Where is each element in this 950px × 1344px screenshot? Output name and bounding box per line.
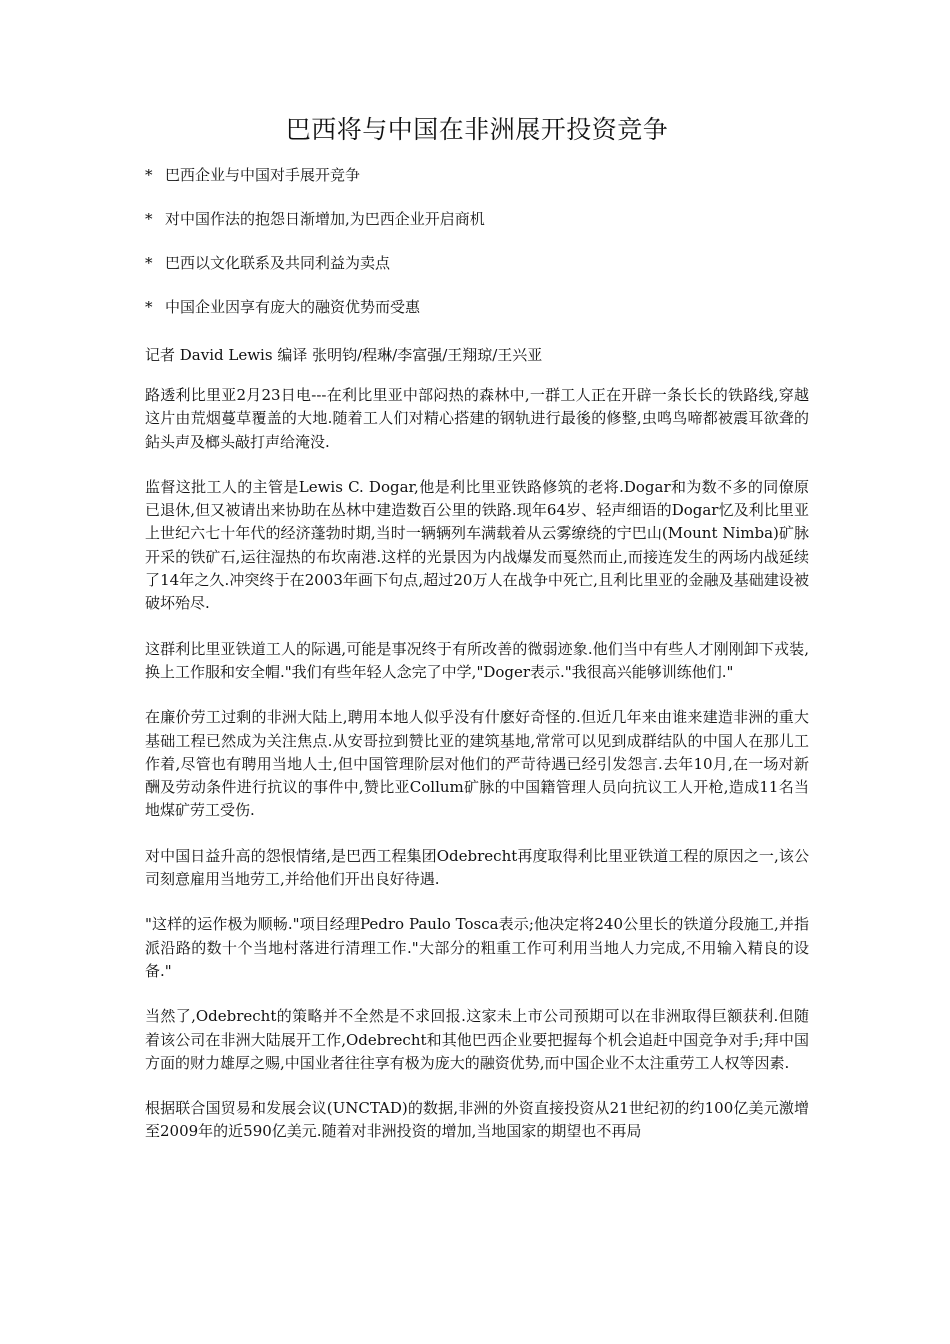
bullet-marker: * — [145, 298, 153, 316]
bullet-text: 对中国作法的抱怨日渐增加,为巴西企业开启商机 — [165, 210, 485, 228]
article-title: 巴西将与中国在非洲展开投资竞争 — [285, 115, 669, 144]
summary-bullet — [145, 250, 809, 276]
summary-bullets — [145, 162, 809, 338]
bullet-marker: * — [145, 210, 153, 228]
bullet-marker: * — [145, 166, 153, 184]
body-paragraph: 监督这批工人的主管是Lewis C. Dogar,他是利比里亚铁路修筑的老将.Dogar和为数不多的同僚原已退休,但又被请出来协助在丛林中建造数百公里的铁路.现年64岁、轻声细语的Dogar忆及利比里亚上世纪六七十年代的经济蓬勃时期,当时一辆辆列车满载着从云雾缭绕的宁巴山(Mount Nimba)矿脉开采的铁矿石,运往湿热的布坎南港.这样的光景因为内战爆发而戛然而止,而接连发生的两场内战延续了14年之久.冲突终于在2003年画下句点,超过20万人在战争中死亡,且利比里亚的金融及基础建设被破坏殆尽. — [145, 477, 809, 613]
body-paragraph: 这群利比里亚铁道工人的际遇,可能是事况终于有所改善的微弱迹象.他们当中有些人才刚刚卸下戎装,换上工作服和安全帽."我们有些年轻人念完了中学,"Doger表示."我很高兴能够训练他们." — [145, 639, 809, 681]
body-paragraph: "这样的运作极为顺畅."项目经理Pedro Paulo Tosca表示;他决定将240公里长的铁道分段施工,并指派沿路的数十个当地村落进行清理工作."大部分的粗重工作可利用当地人力完成,不用输入精良的设备." — [145, 915, 809, 980]
summary-bullet — [145, 206, 809, 232]
body-paragraph: 根据联合国贸易和发展会议(UNCTAD)的数据,非洲的外资直接投资从21世纪初的约100亿美元激增至2009年的近590亿美元.随着对非洲投资的增加,当地国家的期望也不再局 — [145, 1099, 809, 1141]
body-paragraph: 路透利比里亚2月23日电---在利比里亚中部闷热的森林中,一群工人正在开辟一条长长的铁路线,穿越这片由荒烟蔓草覆盖的大地.随着工人们对精心搭建的钢轨进行最後的修整,虫鸣鸟啼都被震耳欲聋的鉆头声及榔头敲打声给淹没. — [145, 386, 809, 451]
article-body — [145, 384, 809, 1166]
bullet-text: 巴西以文化联系及共同利益为卖点 — [165, 254, 391, 272]
bullet-text: 中国企业因享有庞大的融资优势而受惠 — [165, 298, 421, 316]
body-paragraph: 当然了,Odebrecht的策略并不全然是不求回报.这家未上市公司预期可以在非洲取得巨额获利.但随着该公司在非洲大陆展开工作,Odebrecht和其他巴西企业要把握每个机会追赶中国竞争对手;拜中国方面的财力雄厚之赐,中国业者往往享有极为庞大的融资优势,而中国企业不太注重劳工人权等因素. — [145, 1007, 809, 1072]
body-paragraph: 对中国日益升高的怨恨情绪,是巴西工程集团Odebrecht再度取得利比里亚铁道工程的原因之一,该公司刻意雇用当地劳工,并给他们开出良好待遇. — [145, 846, 809, 889]
body-paragraph: 在廉价劳工过剩的非洲大陆上,聘用本地人似乎没有什麽好奇怪的.但近几年来由谁来建造非洲的重大基础工程已然成为关注焦点.从安哥拉到赞比亚的建筑基地,常常可以见到成群结队的中国人在那儿工作着,尽管也有聘用当地人士,但中国管理阶层对他们的严苛待遇已经引发怨言.去年10月,在一场对新酬及劳动条件进行抗议的事件中,赞比亚Collum矿脉的中国籍管理人员向抗议工人开枪,造成11名当地煤矿劳工受伤. — [145, 708, 809, 820]
bullet-text: 巴西企业与中国对手展开竞争 — [165, 166, 361, 184]
summary-bullet — [145, 294, 809, 320]
byline: 记者 David Lewis 编译 张明钧/程琳/李富强/王翔琼/王兴亚 — [145, 346, 543, 364]
summary-bullet — [145, 162, 809, 188]
bullet-marker: * — [145, 254, 153, 272]
